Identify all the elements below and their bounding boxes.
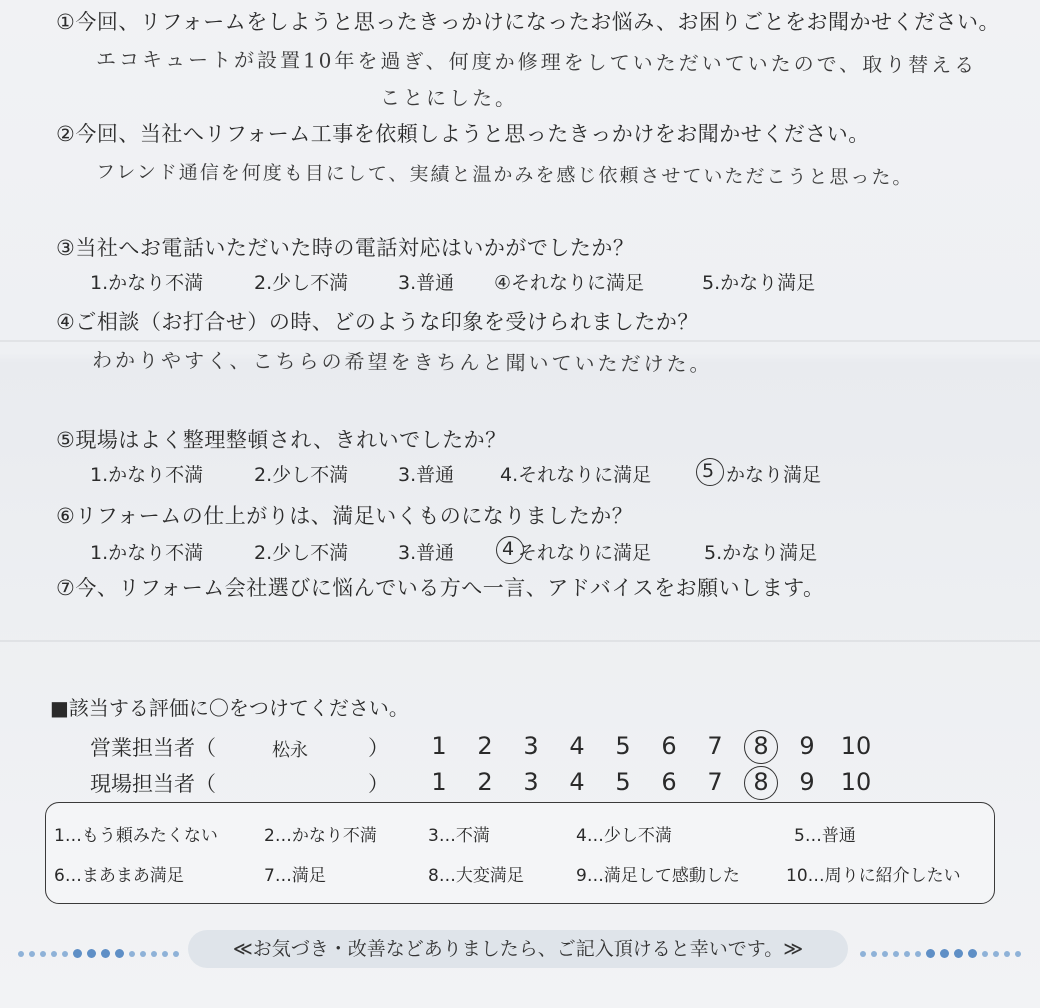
legend-item: 4…少し不満 [576, 826, 672, 846]
legend-item: 5…普通 [794, 826, 856, 846]
question-1: ①今回、リフォームをしようと思ったきっかけになったお悩み、お困りごとをお聞かせください。 [56, 10, 1001, 34]
rating-number-3: 3 [523, 732, 539, 760]
rating-number-10: 10 [840, 768, 872, 796]
decorative-dot [151, 951, 157, 957]
decorative-dot [51, 951, 57, 957]
sales-staff-name: 松永 [272, 740, 308, 761]
rating-number-8-selected: 8 [746, 768, 776, 796]
question-6: ⑥リフォームの仕上がりは、満足いくものになりましたか？ [56, 504, 634, 528]
decorative-dot [860, 951, 866, 957]
decorative-dot [62, 951, 68, 957]
decorative-dot [871, 951, 877, 957]
rating-number-7: 7 [707, 732, 723, 760]
answer-1-line-2: ことにした。 [379, 85, 519, 111]
question-7: ⑦今、リフォーム会社選びに悩んでいる方へ一言、アドバイスをお願いします。 [56, 576, 825, 600]
q6-option-4-number-circled: 4 [502, 538, 515, 560]
decorative-dot [29, 951, 35, 957]
rating-row-close: ） [368, 736, 389, 760]
decorative-dot [101, 949, 110, 958]
rating-number-5: 5 [615, 768, 631, 796]
decorative-dot [18, 951, 24, 957]
decorative-dot [882, 951, 888, 957]
q6-option-3: 3.普通 [398, 542, 455, 564]
answer-1-line-1: エコキュートが設置10年を過ぎ、何度か修理をしていただいていたので、取り替える [95, 46, 978, 78]
rating-row-label: 現場担当者（ [90, 772, 216, 796]
rating-number-8-selected: 8 [746, 732, 776, 760]
answer-4: わかりやすく、こちらの希望をきちんと聞いていただけた。 [91, 347, 713, 377]
legend-item: 10…周りに紹介したい [786, 866, 961, 886]
legend-item: 1…もう頼みたくない [54, 826, 218, 846]
decorative-dot [904, 951, 910, 957]
rating-row-label: 営業担当者（ [90, 736, 216, 760]
paper-fold [0, 340, 1040, 342]
rating-legend [45, 802, 995, 904]
q5-option-2: 2.少し不満 [254, 464, 349, 486]
decorative-dot [940, 949, 949, 958]
question-3: ③当社へお電話いただいた時の電話対応はいかがでしたか？ [56, 236, 635, 260]
question-5: ⑤現場はよく整理整頓され、きれいでしたか？ [56, 428, 507, 452]
decorative-dots-right [860, 943, 1026, 955]
decorative-dot [968, 949, 977, 958]
rating-number-6: 6 [661, 732, 677, 760]
decorative-dot [893, 951, 899, 957]
rating-row-sales [90, 732, 216, 762]
q3-option-3: 3.普通 [398, 272, 455, 294]
question-2: ②今回、当社へリフォーム工事を依頼しようと思ったきっかけをお聞かせください。 [56, 122, 870, 146]
footer-banner: ≪お気づき・改善などありましたら、ご記入頂けると幸いです。≫ [188, 930, 848, 968]
q3-option-1: 1.かなり不満 [90, 272, 204, 294]
rating-number-2: 2 [477, 732, 493, 760]
legend-item: 3…不満 [428, 826, 490, 846]
decorative-dot [87, 949, 96, 958]
decorative-dot [915, 951, 921, 957]
rating-number-7: 7 [707, 768, 723, 796]
rating-number-4: 4 [569, 732, 585, 760]
q3-option-2: 2.少し不満 [254, 272, 349, 294]
rating-row-site [90, 768, 216, 798]
decorative-dot [993, 951, 999, 957]
decorative-dot [73, 949, 82, 958]
decorative-dot [162, 951, 168, 957]
decorative-dot [129, 951, 135, 957]
decorative-dot [140, 951, 146, 957]
decorative-dot [115, 949, 124, 958]
q6-option-5: 5.かなり満足 [704, 542, 818, 564]
q3-option-5: 5.かなり満足 [702, 272, 816, 294]
paper-fold [0, 640, 1040, 642]
decorative-dots-left [18, 943, 184, 955]
legend-item: 2…かなり不満 [264, 826, 377, 846]
rating-number-5: 5 [615, 732, 631, 760]
decorative-dot [926, 949, 935, 958]
rating-number-9: 9 [799, 768, 815, 796]
q5-option-1: 1.かなり不満 [90, 464, 204, 486]
legend-item: 6…まあまあ満足 [54, 866, 184, 886]
q5-option-4: 4.それなりに満足 [500, 464, 652, 486]
rating-number-10: 10 [840, 732, 872, 760]
decorative-dot [982, 951, 988, 957]
legend-item: 7…満足 [264, 866, 326, 886]
rating-number-6: 6 [661, 768, 677, 796]
q5-option-5-label: かなり満足 [726, 464, 822, 486]
q6-option-1: 1.かなり不満 [90, 542, 204, 564]
rating-number-3: 3 [523, 768, 539, 796]
q6-option-4-label: それなりに満足 [518, 542, 652, 564]
q6-option-2: 2.少し不満 [254, 542, 349, 564]
q5-option-3: 3.普通 [398, 464, 455, 486]
rating-number-9: 9 [799, 732, 815, 760]
decorative-dot [1004, 951, 1010, 957]
q5-option-5-number-circled: 5 [702, 460, 715, 482]
answer-2: フレンド通信を何度も目にして、実績と温かみを感じ依頼させていただこうと思った。 [95, 161, 914, 189]
decorative-dot [1015, 951, 1021, 957]
decorative-dot [40, 951, 46, 957]
rating-number-1: 1 [431, 732, 447, 760]
rating-row-close: ） [368, 772, 389, 796]
rating-heading: ■該当する評価に〇をつけてください。 [50, 696, 409, 720]
q3-option-4-selected: ④それなりに満足 [494, 272, 645, 294]
legend-item: 8…大変満足 [428, 866, 524, 886]
rating-number-1: 1 [431, 768, 447, 796]
rating-number-2: 2 [477, 768, 493, 796]
question-4: ④ご相談（お打合せ）の時、どのような印象を受けられましたか？ [56, 310, 699, 334]
rating-number-4: 4 [569, 768, 585, 796]
legend-item: 9…満足して感動した [576, 866, 740, 886]
decorative-dot [173, 951, 179, 957]
decorative-dot [954, 949, 963, 958]
